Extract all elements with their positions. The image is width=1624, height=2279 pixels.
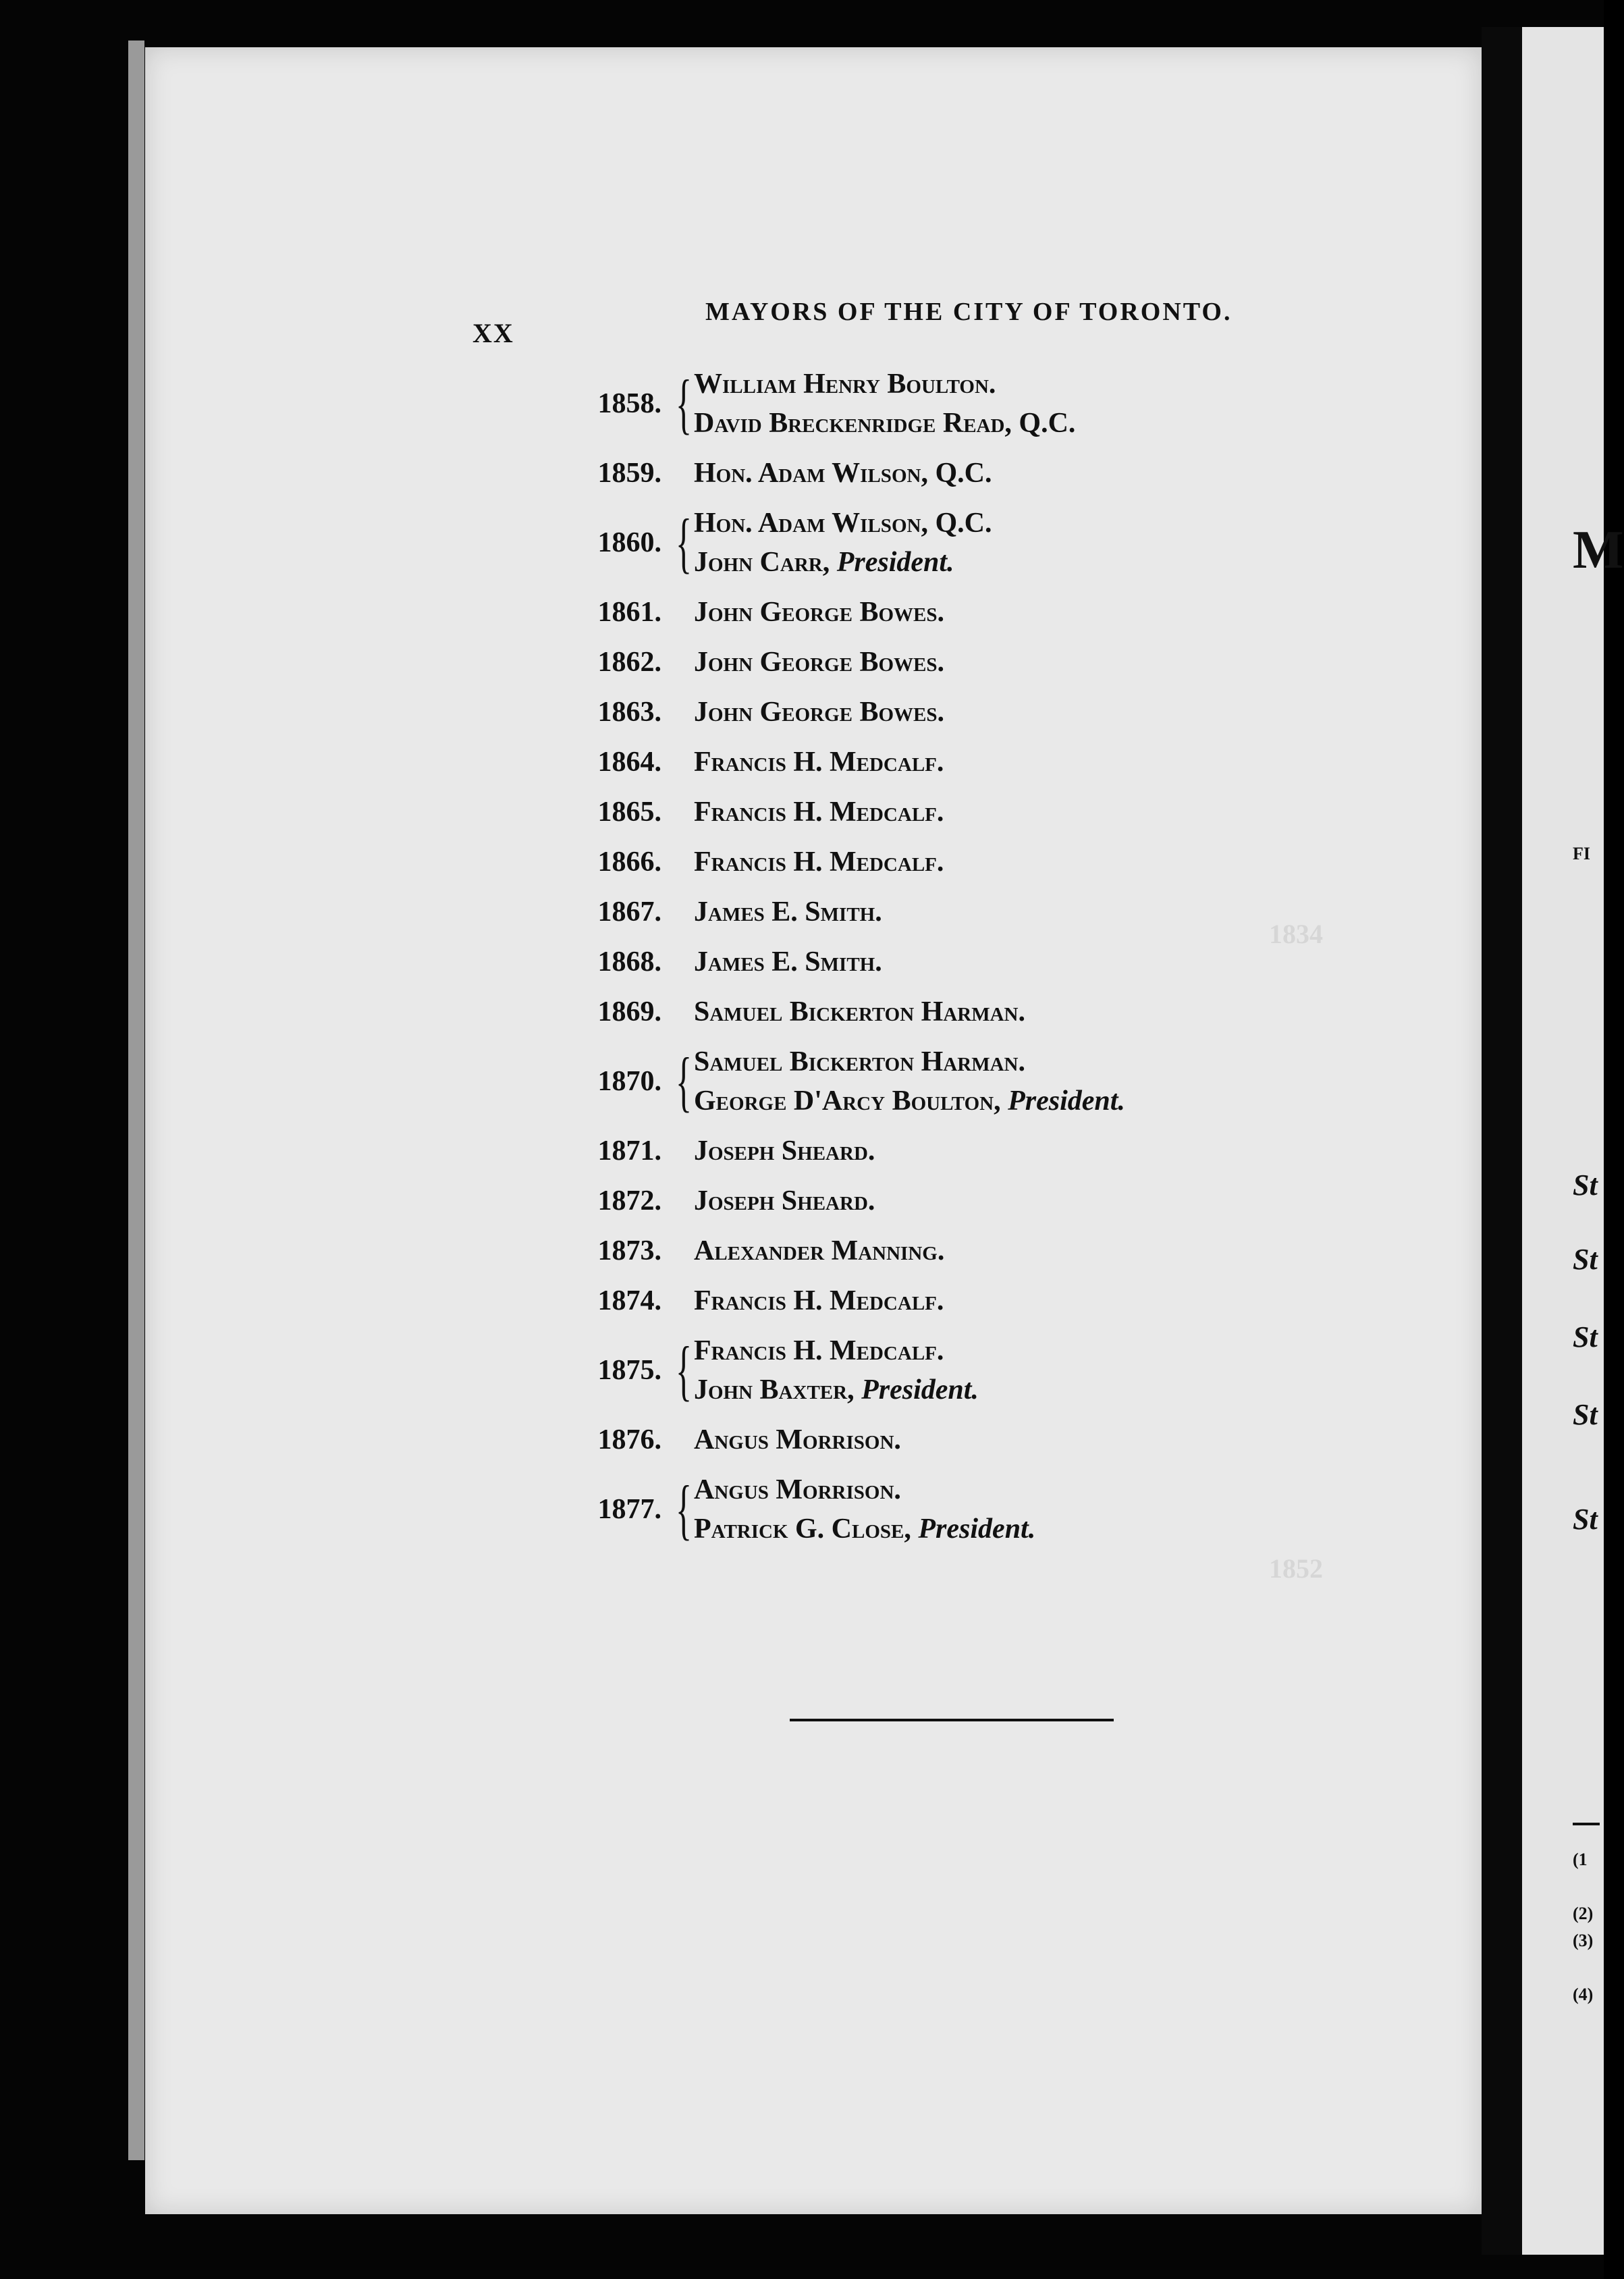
- mayor-year: 1871.: [597, 1135, 661, 1167]
- mayor-entry: [567, 1470, 1377, 1549]
- mayor-year: 1866.: [597, 847, 661, 878]
- mayor-name: John Baxter,: [694, 1374, 855, 1405]
- mayor-name-line: [694, 504, 992, 543]
- mayor-year: 1859.: [597, 458, 661, 489]
- mayor-name: George D'Arcy Boulton,: [694, 1085, 1001, 1117]
- mayor-name: James E. Smith.: [694, 946, 882, 977]
- mayor-year: 1868.: [597, 946, 661, 977]
- mayor-name: Francis H. Medcalf.: [694, 797, 944, 828]
- mayor-name-line: [694, 992, 1025, 1031]
- mayor-year: 1873.: [597, 1235, 661, 1266]
- adjacent-footnote-marker: (4): [1573, 1985, 1594, 2004]
- mayor-entry: [567, 1231, 1377, 1270]
- mayor-name: Joseph Sheard.: [694, 1185, 875, 1216]
- mayor-role: President.: [861, 1374, 979, 1405]
- adjacent-footnote-marker: (3): [1573, 1931, 1594, 1950]
- mayor-name-line: [694, 1181, 875, 1221]
- mayor-year: 1861.: [597, 597, 661, 628]
- mayor-entry: [567, 1131, 1377, 1171]
- adjacent-footnote-marker: (1: [1573, 1850, 1588, 1869]
- adjacent-footnote-rule: [1573, 1823, 1600, 1825]
- mayor-name-line: [694, 1042, 1125, 1081]
- mayor-entry: [567, 743, 1377, 782]
- mayor-name: Francis H. Medcalf.: [694, 747, 944, 778]
- mayor-name: James E. Smith.: [694, 896, 882, 928]
- brace-glyph: {: [676, 1044, 692, 1119]
- mayor-name: Patrick G. Close,: [694, 1513, 911, 1545]
- mayor-name: Hon. Adam Wilson, Q.C.: [694, 508, 992, 539]
- mayor-name: Angus Morrison.: [694, 1424, 901, 1455]
- mayor-year: 1858.: [597, 388, 661, 419]
- adjacent-line-start: St: [1573, 1320, 1598, 1353]
- mayor-name-line: [694, 643, 944, 682]
- mayor-year: 1869.: [597, 996, 661, 1027]
- mayor-role: President.: [836, 547, 954, 578]
- mayor-name-line: [694, 1331, 979, 1370]
- mayor-name: John George Bowes.: [694, 647, 945, 678]
- mayor-entry: [567, 504, 1377, 582]
- book-spine-edge: [128, 41, 144, 2160]
- adjacent-page-heading: M: [1573, 520, 1624, 580]
- mayor-year: 1862.: [597, 647, 661, 678]
- mayor-year: 1863.: [597, 697, 661, 728]
- mayor-name-line: [694, 1281, 944, 1320]
- mayor-entry: [567, 454, 1377, 493]
- mayor-year: 1876.: [597, 1424, 661, 1455]
- mayor-name-line: [694, 404, 1075, 443]
- mayor-name: David Breckenridge Read, Q.C.: [694, 408, 1076, 439]
- mayor-name-line: [694, 593, 944, 632]
- mayor-year: 1877.: [597, 1494, 661, 1525]
- adjacent-footnote-marker: (2): [1573, 1904, 1594, 1923]
- mayor-name: Francis H. Medcalf.: [694, 847, 944, 878]
- page-number: XX: [472, 318, 514, 348]
- adjacent-line-start: St: [1573, 1398, 1598, 1431]
- adjacent-line-start: St: [1573, 1243, 1598, 1276]
- mayor-entry: [567, 1042, 1377, 1121]
- mayor-name-line: [694, 543, 992, 582]
- mayor-name-line: [694, 1509, 1035, 1549]
- mayor-year: 1860.: [597, 527, 661, 558]
- mayor-year: 1874.: [597, 1285, 661, 1316]
- mayor-name-line: [694, 1470, 1035, 1509]
- mayor-name-line: [694, 1420, 901, 1459]
- adjacent-page-label: FI: [1573, 844, 1590, 863]
- show-through-text: 1834: [1269, 919, 1323, 949]
- mayor-name: Francis H. Medcalf.: [694, 1335, 944, 1366]
- mayor-name: John George Bowes.: [694, 697, 945, 728]
- mayor-entry: [567, 992, 1377, 1031]
- mayor-role: President.: [918, 1513, 1036, 1545]
- section-rule: [790, 1719, 1114, 1721]
- mayor-entry: [567, 942, 1377, 982]
- mayor-name: Joseph Sheard.: [694, 1135, 875, 1167]
- mayor-entry: [567, 842, 1377, 882]
- adjacent-line-start: St: [1573, 1503, 1598, 1536]
- show-through-text: 1852: [1269, 1553, 1323, 1584]
- mayor-name: John George Bowes.: [694, 597, 945, 628]
- mayor-year: 1865.: [597, 797, 661, 828]
- mayor-entry: [567, 593, 1377, 632]
- mayor-year: 1870.: [597, 1066, 661, 1097]
- mayor-year: 1864.: [597, 747, 661, 778]
- mayor-entry: [567, 892, 1377, 932]
- mayor-entry: [567, 693, 1377, 732]
- brace-glyph: {: [676, 1472, 692, 1547]
- mayor-name-line: [694, 1131, 875, 1171]
- mayor-entry: [567, 1331, 1377, 1410]
- mayor-name-line: [694, 454, 992, 493]
- mayor-name: Hon. Adam Wilson, Q.C.: [694, 458, 992, 489]
- mayor-entry: [567, 365, 1377, 443]
- mayor-year: 1872.: [597, 1185, 661, 1216]
- brace-glyph: {: [676, 366, 692, 441]
- mayor-name: Samuel Bickerton Harman.: [694, 996, 1025, 1027]
- adjacent-line-start: St: [1573, 1169, 1598, 1202]
- mayor-name-line: [694, 1081, 1125, 1121]
- mayor-name-line: [694, 892, 882, 932]
- mayor-entry: [567, 643, 1377, 682]
- mayor-name-line: [694, 842, 944, 882]
- mayor-name-line: [694, 693, 944, 732]
- mayor-name: William Henry Boulton.: [694, 369, 996, 400]
- mayor-entry: [567, 1420, 1377, 1459]
- running-title: MAYORS OF THE CITY OF TORONTO.: [705, 298, 1233, 326]
- mayor-list: [567, 365, 1377, 1559]
- mayor-entry: [567, 1281, 1377, 1320]
- mayor-name-line: [694, 793, 944, 832]
- mayor-name: Angus Morrison.: [694, 1474, 901, 1505]
- mayor-name-line: [694, 365, 1075, 404]
- mayor-name-line: [694, 1370, 979, 1410]
- mayor-year: 1875.: [597, 1355, 661, 1386]
- mayor-name: John Carr,: [694, 547, 830, 578]
- mayor-name: Francis H. Medcalf.: [694, 1285, 944, 1316]
- book-gutter: [1482, 27, 1522, 2255]
- mayor-year: 1867.: [597, 896, 661, 928]
- mayor-name-line: [694, 743, 944, 782]
- mayor-role: President.: [1008, 1085, 1125, 1117]
- brace-glyph: {: [676, 1333, 692, 1407]
- mayor-name: Samuel Bickerton Harman.: [694, 1046, 1025, 1077]
- brace-glyph: {: [676, 505, 692, 580]
- mayor-name: Alexander Manning.: [694, 1235, 945, 1266]
- mayor-entry: [567, 1181, 1377, 1221]
- mayor-name-line: [694, 1231, 944, 1270]
- mayor-entry: [567, 793, 1377, 832]
- mayor-name-line: [694, 942, 882, 982]
